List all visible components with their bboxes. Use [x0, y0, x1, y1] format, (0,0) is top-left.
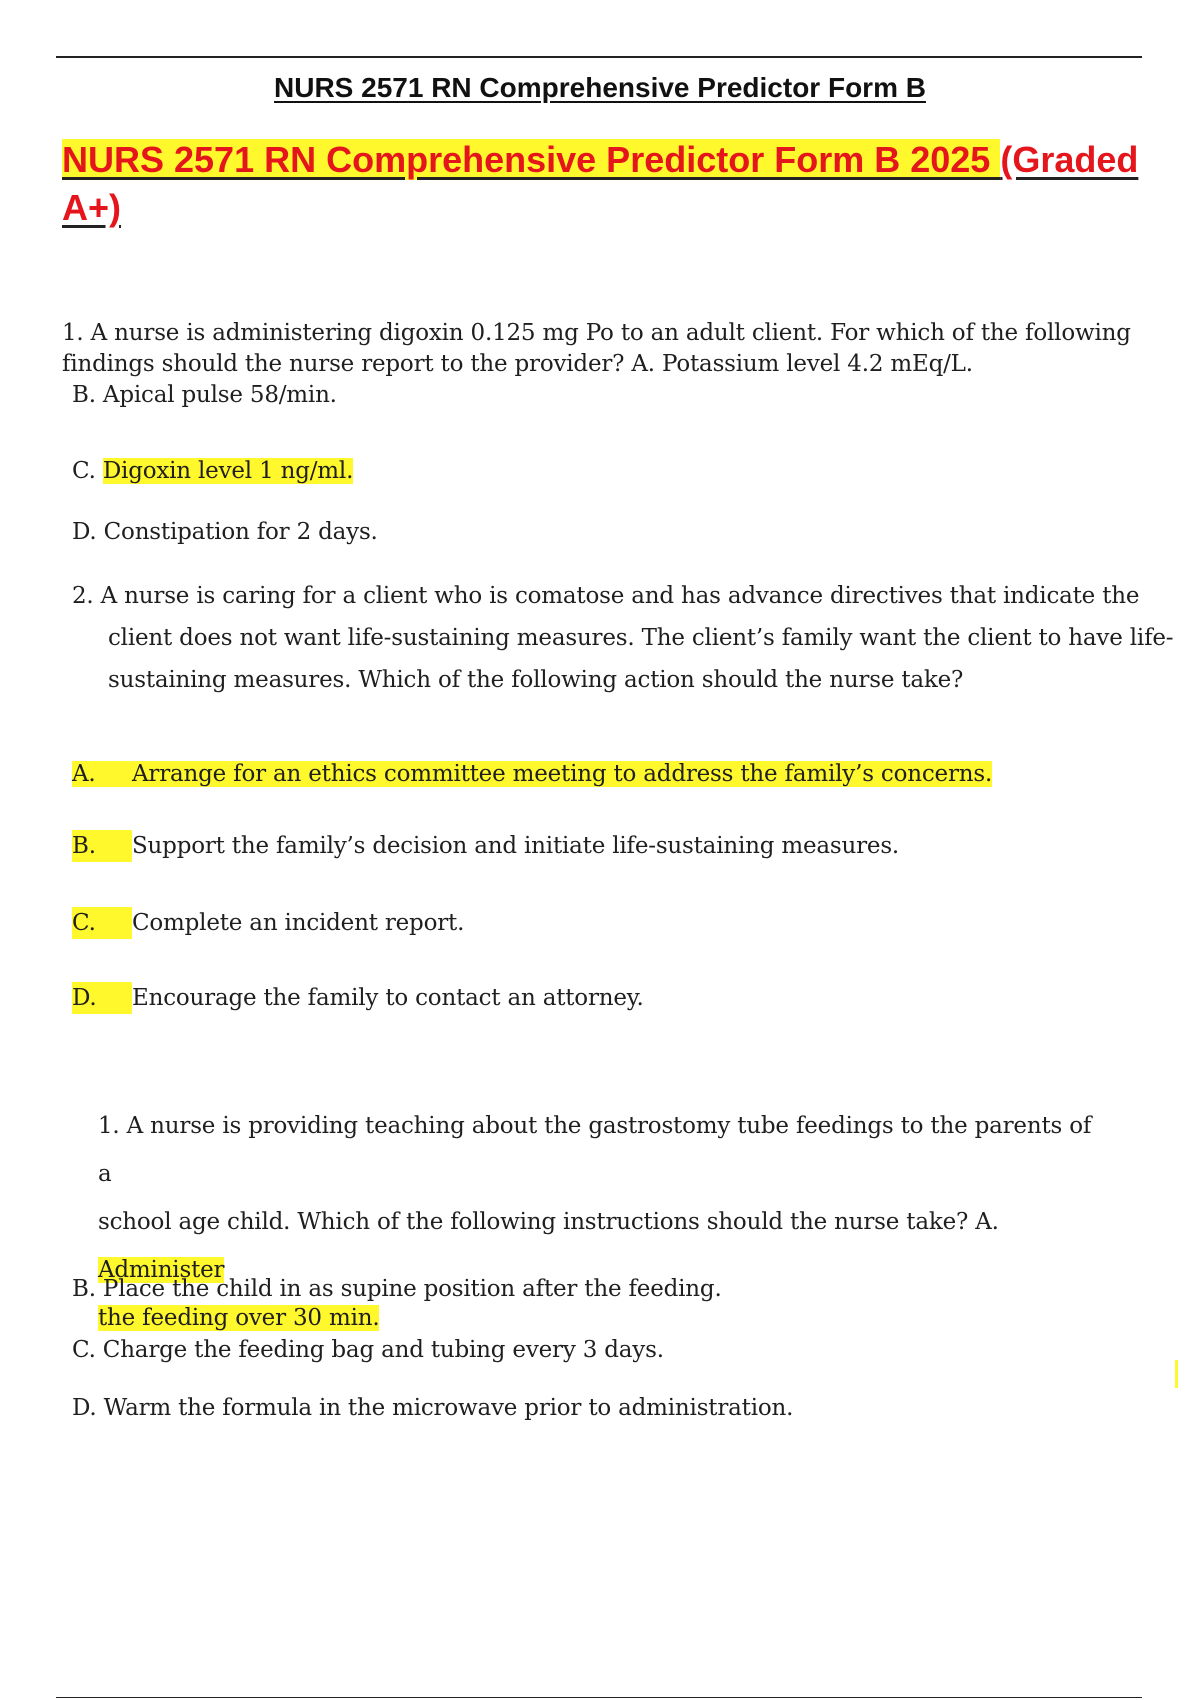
question-2-option-a	[72, 758, 992, 790]
question-3-stem	[98, 1102, 1098, 1342]
question-2-option-b	[72, 830, 899, 862]
main-title-highlighted: NURS 2571 RN Comprehensive Predictor Form B 2025	[62, 139, 1001, 180]
option-letter: C.	[72, 907, 132, 939]
option-text: Support the family’s decision and initiate life-sustaining measures.	[132, 833, 900, 859]
top-rule	[56, 56, 1142, 58]
question-2-option-d	[72, 982, 644, 1014]
question-1-stem: 1. A nurse is administering digoxin 0.125 mg Po to an adult client. For which of the following findings should the nurse report to the provider? A. Potassium level 4.2 mEq/L.	[62, 320, 1131, 377]
question-1-option-b: B. Apical pulse 58/min.	[72, 382, 337, 408]
question-3-answer-highlight: Administer	[98, 1257, 225, 1283]
question-2-option-c	[72, 907, 464, 939]
question-3-stem-line-1: 1. A nurse is providing teaching about the gastrostomy tube feedings to the parents of a	[98, 1113, 1092, 1187]
question-1-option-c: C. Digoxin level 1 ng/ml.	[72, 458, 354, 484]
document-header-title: NURS 2571 RN Comprehensive Predictor Form B	[274, 72, 926, 103]
question-2-answer-highlight: Arrange for an ethics committee meeting to address the family’s concerns.	[132, 761, 993, 787]
bottom-rule	[56, 1697, 1142, 1698]
option-text: Encourage the family to contact an attorney.	[132, 985, 644, 1011]
margin-highlight-mark	[1175, 1360, 1178, 1388]
question-3-option-d: D. Warm the formula in the microwave prior to administration.	[72, 1395, 794, 1421]
option-letter: B.	[72, 830, 132, 862]
main-title-grade: (Graded A+)	[62, 139, 1139, 228]
question-1-option-d: D. Constipation for 2 days.	[72, 519, 378, 545]
question-3-answer-highlight-cont: the feeding over 30 min.	[98, 1305, 380, 1331]
option-letter: A.	[72, 761, 96, 787]
question-3-option-b: B. Place the child in as supine position after the feeding.	[72, 1276, 722, 1302]
question-2-stem: 2. A nurse is caring for a client who is comatose and has advance directives that indicate the client does not want life-sustaining measures. The client’s family want the client to have life-sustaining measures. Which of the following action should the nurse take?	[72, 583, 1174, 693]
question-3-stem-line-2: school age child. Which of the following instructions should the nurse take? A. Administer	[98, 1209, 999, 1283]
option-letter: D.	[72, 982, 132, 1014]
option-text: Complete an incident report.	[132, 910, 465, 936]
question-3-option-c: C. Charge the feeding bag and tubing every 3 days.	[72, 1337, 664, 1363]
question-1-answer-highlight: Digoxin level 1 ng/ml.	[102, 458, 354, 484]
document-main-title	[62, 136, 1172, 232]
